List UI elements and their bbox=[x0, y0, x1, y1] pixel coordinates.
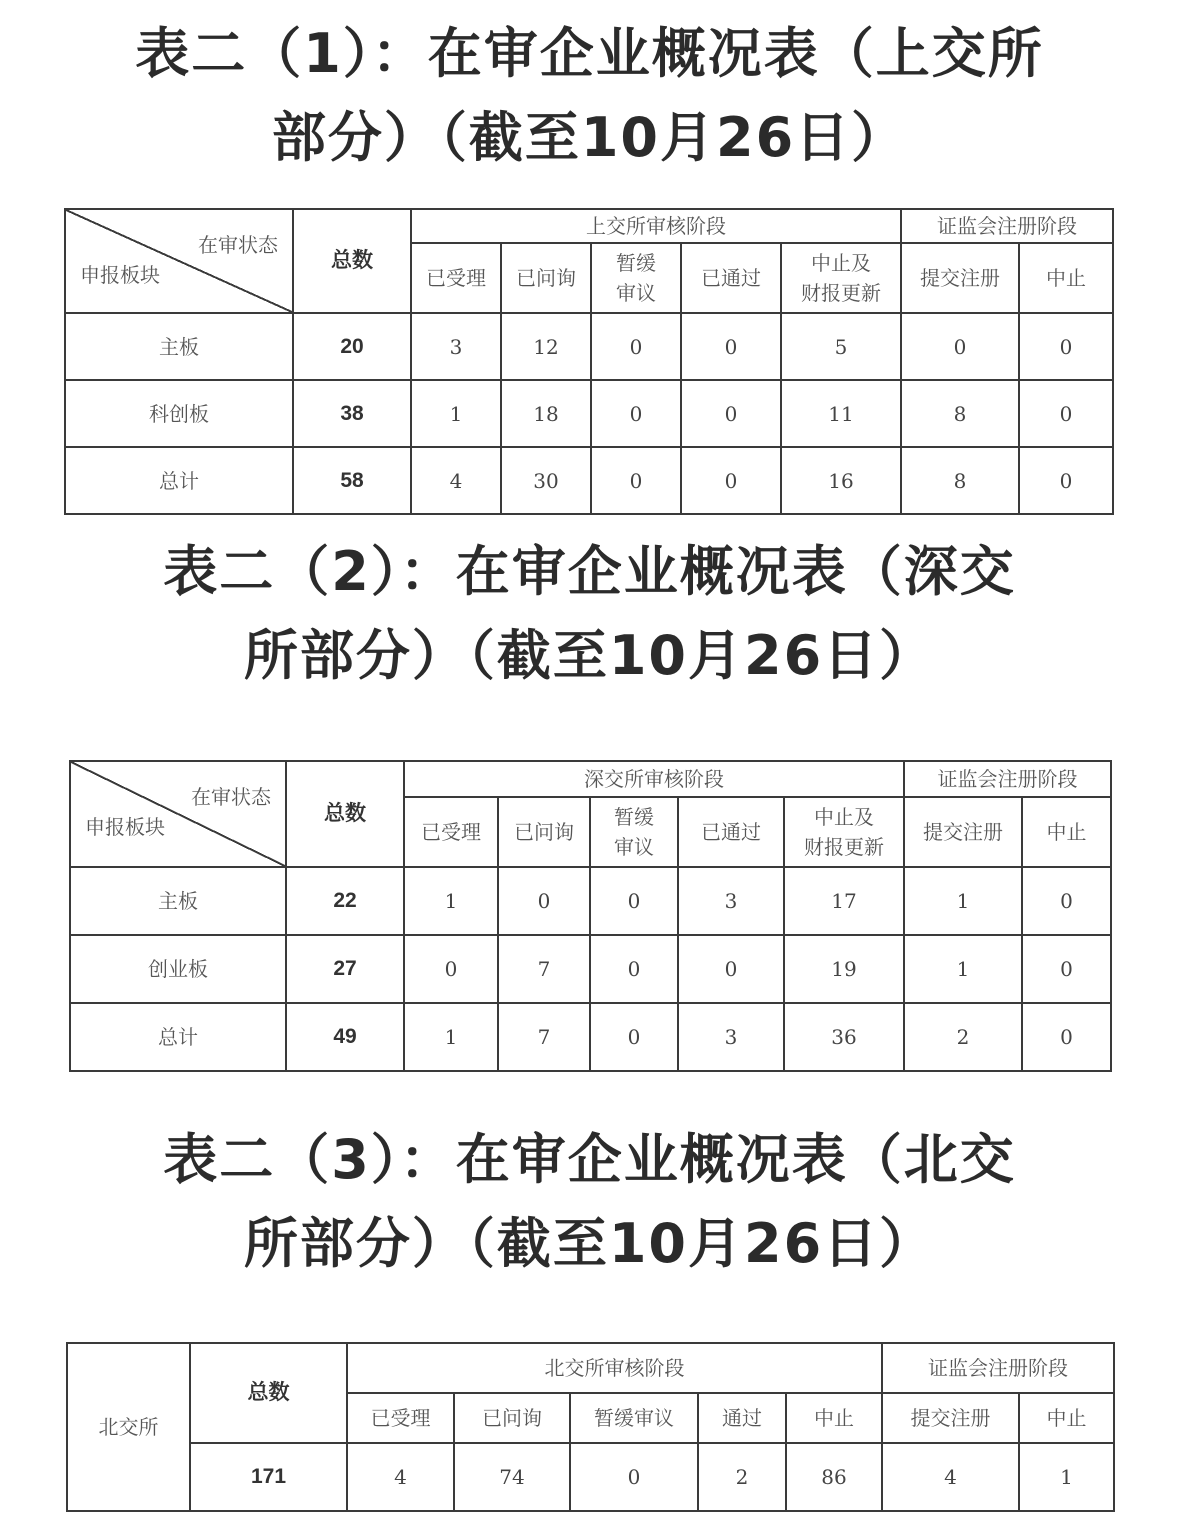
column-header: 暂缓审议 bbox=[570, 1393, 698, 1443]
cell-value: 0 bbox=[1019, 447, 1113, 514]
cell-value: 3 bbox=[411, 313, 501, 380]
stage-header: 北交所审核阶段 bbox=[347, 1343, 882, 1393]
board-name: 总计 bbox=[70, 1003, 286, 1071]
board-name: 主板 bbox=[70, 867, 286, 935]
row-total: 20 bbox=[293, 313, 411, 380]
cell-value: 16 bbox=[781, 447, 901, 514]
cell-value: 86 bbox=[786, 1443, 882, 1511]
column-header: 提交注册 bbox=[904, 797, 1022, 867]
stage-header: 上交所审核阶段 bbox=[411, 209, 901, 243]
cell-value: 36 bbox=[784, 1003, 904, 1071]
column-header: 中止及 财报更新 bbox=[784, 797, 904, 867]
cell-value: 30 bbox=[501, 447, 591, 514]
cell-value: 74 bbox=[454, 1443, 570, 1511]
cell-value: 4 bbox=[347, 1443, 454, 1511]
cell-value: 7 bbox=[498, 935, 590, 1003]
cell-value: 1 bbox=[404, 1003, 498, 1071]
cell-value: 0 bbox=[591, 447, 681, 514]
cell-value: 5 bbox=[781, 313, 901, 380]
cell-value: 11 bbox=[781, 380, 901, 447]
column-header: 已受理 bbox=[347, 1393, 454, 1443]
table-row bbox=[65, 313, 1113, 380]
board-name: 科创板 bbox=[65, 380, 293, 447]
table2-corner-cell bbox=[70, 761, 286, 867]
cell-value: 18 bbox=[501, 380, 591, 447]
column-header: 已问询 bbox=[498, 797, 590, 867]
cell-value: 3 bbox=[678, 867, 784, 935]
cell-value: 1 bbox=[904, 867, 1022, 935]
corner-board-label: 申报板块 bbox=[85, 815, 165, 839]
row-total: 27 bbox=[286, 935, 404, 1003]
registration-header: 证监会注册阶段 bbox=[904, 761, 1111, 797]
cell-value: 12 bbox=[501, 313, 591, 380]
cell-value: 0 bbox=[678, 935, 784, 1003]
cell-value: 0 bbox=[591, 313, 681, 380]
row-total: 171 bbox=[190, 1443, 347, 1511]
column-header: 中止 bbox=[786, 1393, 882, 1443]
cell-value: 7 bbox=[498, 1003, 590, 1071]
table1-title bbox=[0, 12, 1179, 180]
cell-value: 2 bbox=[698, 1443, 786, 1511]
cell-value: 0 bbox=[1019, 380, 1113, 447]
table-row bbox=[70, 867, 1111, 935]
column-header: 已通过 bbox=[681, 243, 781, 313]
cell-value: 0 bbox=[590, 1003, 678, 1071]
column-header: 中止 bbox=[1022, 797, 1111, 867]
table2-title-line1: 表二（2）：在审企业概况表（深交 bbox=[163, 540, 1016, 603]
cell-value: 0 bbox=[591, 380, 681, 447]
cell-value: 0 bbox=[498, 867, 590, 935]
table-row bbox=[65, 380, 1113, 447]
cell-value: 0 bbox=[590, 935, 678, 1003]
row-total: 22 bbox=[286, 867, 404, 935]
table3-title-line2: 所部分）（截至10月26日） bbox=[243, 1212, 936, 1275]
row-total: 58 bbox=[293, 447, 411, 514]
cell-value: 0 bbox=[1022, 935, 1111, 1003]
cell-value: 1 bbox=[904, 935, 1022, 1003]
column-header: 暂缓 审议 bbox=[591, 243, 681, 313]
stage-header: 深交所审核阶段 bbox=[404, 761, 904, 797]
table3-title-line1: 表二（3）：在审企业概况表（北交 bbox=[163, 1128, 1016, 1191]
table-row bbox=[70, 935, 1111, 1003]
column-header: 提交注册 bbox=[901, 243, 1019, 313]
cell-value: 1 bbox=[404, 867, 498, 935]
cell-value: 8 bbox=[901, 380, 1019, 447]
cell-value: 0 bbox=[681, 313, 781, 380]
table2-shenzhen bbox=[69, 760, 1112, 1072]
cell-value: 0 bbox=[681, 380, 781, 447]
column-header: 已受理 bbox=[411, 243, 501, 313]
cell-value: 4 bbox=[411, 447, 501, 514]
cell-value: 0 bbox=[1022, 1003, 1111, 1071]
exchange-label: 北交所 bbox=[67, 1343, 190, 1511]
cell-value: 4 bbox=[882, 1443, 1019, 1511]
column-header: 中止及 财报更新 bbox=[781, 243, 901, 313]
total-header: 总数 bbox=[190, 1343, 347, 1443]
cell-value: 8 bbox=[901, 447, 1019, 514]
cell-value: 1 bbox=[1019, 1443, 1114, 1511]
cell-value: 0 bbox=[1019, 313, 1113, 380]
cell-value: 0 bbox=[570, 1443, 698, 1511]
total-header: 总数 bbox=[293, 209, 411, 313]
table-row bbox=[65, 447, 1113, 514]
table1-title-line1: 表二（1）：在审企业概况表（上交所 bbox=[135, 22, 1044, 85]
row-total: 49 bbox=[286, 1003, 404, 1071]
table1-title-line2: 部分）（截至10月26日） bbox=[271, 106, 908, 169]
table2-title bbox=[0, 530, 1179, 698]
total-header: 总数 bbox=[286, 761, 404, 867]
row-total: 38 bbox=[293, 380, 411, 447]
corner-board-label: 申报板块 bbox=[80, 263, 160, 287]
table-row bbox=[70, 1003, 1111, 1071]
table1-shanghai bbox=[64, 208, 1114, 515]
board-name: 总计 bbox=[65, 447, 293, 514]
board-name: 创业板 bbox=[70, 935, 286, 1003]
table1-corner-cell bbox=[65, 209, 293, 313]
column-header: 提交注册 bbox=[882, 1393, 1019, 1443]
column-header: 暂缓 审议 bbox=[590, 797, 678, 867]
cell-value: 0 bbox=[1022, 867, 1111, 935]
board-name: 主板 bbox=[65, 313, 293, 380]
cell-value: 17 bbox=[784, 867, 904, 935]
cell-value: 1 bbox=[411, 380, 501, 447]
table3-beijing bbox=[66, 1342, 1115, 1512]
cell-value: 0 bbox=[681, 447, 781, 514]
registration-header: 证监会注册阶段 bbox=[901, 209, 1113, 243]
column-header: 已问询 bbox=[454, 1393, 570, 1443]
table2-title-line2: 所部分）（截至10月26日） bbox=[243, 624, 936, 687]
column-header: 已通过 bbox=[678, 797, 784, 867]
table3-title bbox=[0, 1118, 1179, 1286]
cell-value: 0 bbox=[901, 313, 1019, 380]
registration-header: 证监会注册阶段 bbox=[882, 1343, 1114, 1393]
corner-status-label: 在审状态 bbox=[198, 233, 278, 257]
column-header: 已受理 bbox=[404, 797, 498, 867]
column-header: 通过 bbox=[698, 1393, 786, 1443]
cell-value: 2 bbox=[904, 1003, 1022, 1071]
table-row bbox=[67, 1443, 1114, 1511]
cell-value: 3 bbox=[678, 1003, 784, 1071]
cell-value: 0 bbox=[590, 867, 678, 935]
column-header: 中止 bbox=[1019, 1393, 1114, 1443]
corner-status-label: 在审状态 bbox=[191, 785, 271, 809]
column-header: 中止 bbox=[1019, 243, 1113, 313]
column-header: 已问询 bbox=[501, 243, 591, 313]
cell-value: 19 bbox=[784, 935, 904, 1003]
cell-value: 0 bbox=[404, 935, 498, 1003]
